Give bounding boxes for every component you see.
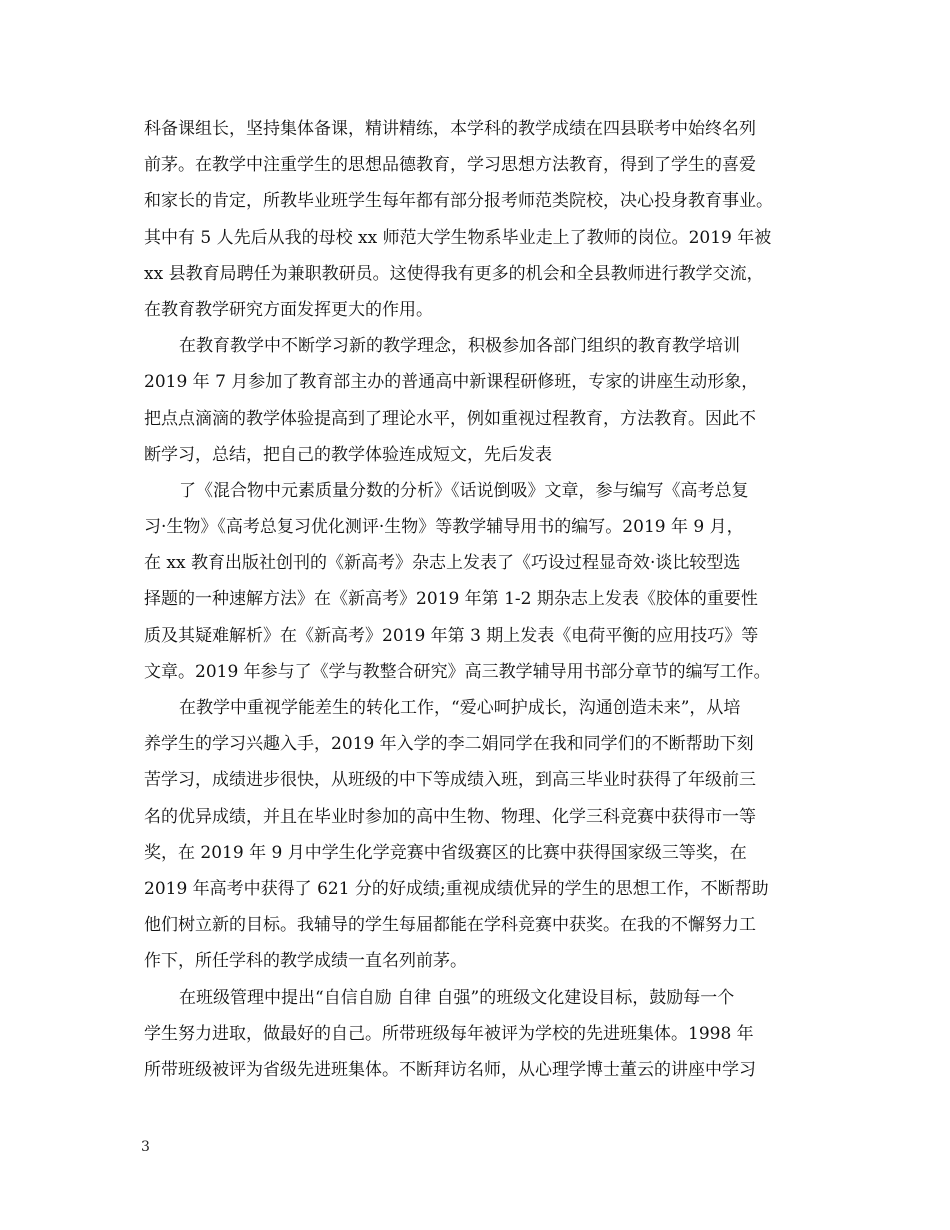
text-line: 断学习，总结，把自己的教学体验连成短文，先后发表 [144,444,552,465]
text-line: 在教育教学研究方面发挥更大的作用。 [144,299,433,320]
text-line: 养学生的学习兴趣入手，2019 年入学的李二娟同学在我和同学们的不断帮助下刻 [144,734,754,755]
text-line: 作下，所任学科的教学成绩一直名列前茅。 [144,951,467,972]
paragraph-first-line: 了《混合物中元素质量分数的分析》《话说倒吸》文章，参与编写《高考总复 [179,480,749,501]
text-line: 其中有 5 人先后从我的母校 xx 师范大学生物系毕业走上了教师的岗位。2019 年被 [144,227,772,248]
paragraph-first-line: 在教育教学中不断学习新的教学理念，积极参加各部门组织的教育教学培训 [179,336,740,357]
paragraph-first-line: 在教学中重视学能差生的转化工作，“爱心呵护成长，沟通创造未来”，从培 [179,698,741,718]
text-line: 前茅。在教学中注重学生的思想品德教育，学习思想方法教育，得到了学生的喜爱 [144,155,756,176]
text-line: 把点点滴滴的教学体验提高到了理论水平，例如重视过程教育，方法教育。因此不 [144,408,756,429]
text-line: 2019 年 7 月参加了教育部主办的普通高中新课程研修班，专家的讲座生动形象， [144,372,759,393]
page-number: 3 [141,1139,150,1155]
text-line: 择题的一种速解方法》在《新高考》2019 年第 1-2 期杂志上发表《胶体的重要性 [144,589,758,610]
text-line: 他们树立新的目标。我辅导的学生每届都能在学科竞赛中获奖。在我的不懈努力工 [144,915,756,936]
text-line: xx 县教育局聘任为兼职教研员。这使得我有更多的机会和全县教师进行教学交流， [144,263,764,284]
text-line: 在 xx 教育出版社创刊的《新高考》杂志上发表了《巧设过程显奇效·谈比较型选 [144,553,741,574]
text-line: 科备课组长，坚持集体备课，精讲精练，本学科的教学成绩在四县联考中始终名列 [144,119,756,139]
document-body [144,111,810,1088]
text-line: 习·生物》《高考总复习优化测评·生物》等教学辅导用书的编写。2019 年 9 月， [144,517,744,538]
text-line: 奖，在 2019 年 9 月中学生化学竞赛中省级赛区的比赛中获得国家级三等奖，在 [144,842,747,863]
text-line: 所带班级被评为省级先进班集体。不断拜访名师，从心理学博士董云的讲座中学习 [144,1059,756,1080]
text-line: 和家长的肯定，所教毕业班学生每年都有部分报考师范类院校，决心投身教育事业。 [144,191,773,212]
text-line: 文章。2019 年参与了《学与教整合研究》高三教学辅导用书部分章节的编写工作。 [144,661,771,682]
text-line: 名的优异成绩，并且在毕业时参加的高中生物、物理、化学三科竞赛中获得市一等 [144,806,756,827]
text-line: 苦学习，成绩进步很快，从班级的中下等成绩入班，到高三毕业时获得了年级前三 [144,770,756,791]
text-line: 2019 年高考中获得了 621 分的好成绩;重视成绩优异的学生的思想工作，不断帮助 [144,878,769,899]
paragraph-first-line: 在班级管理中提出“自信自励 自律 自强”的班级文化建设目标，鼓励每一个 [179,987,735,1008]
text-line: 学生努力进取，做最好的自己。所带班级每年被评为学校的先进班集体。1998 年 [144,1023,754,1044]
text-line: 质及其疑难解析》在《新高考》2019 年第 3 期上发表《电荷平衡的应用技巧》等 [144,625,759,646]
